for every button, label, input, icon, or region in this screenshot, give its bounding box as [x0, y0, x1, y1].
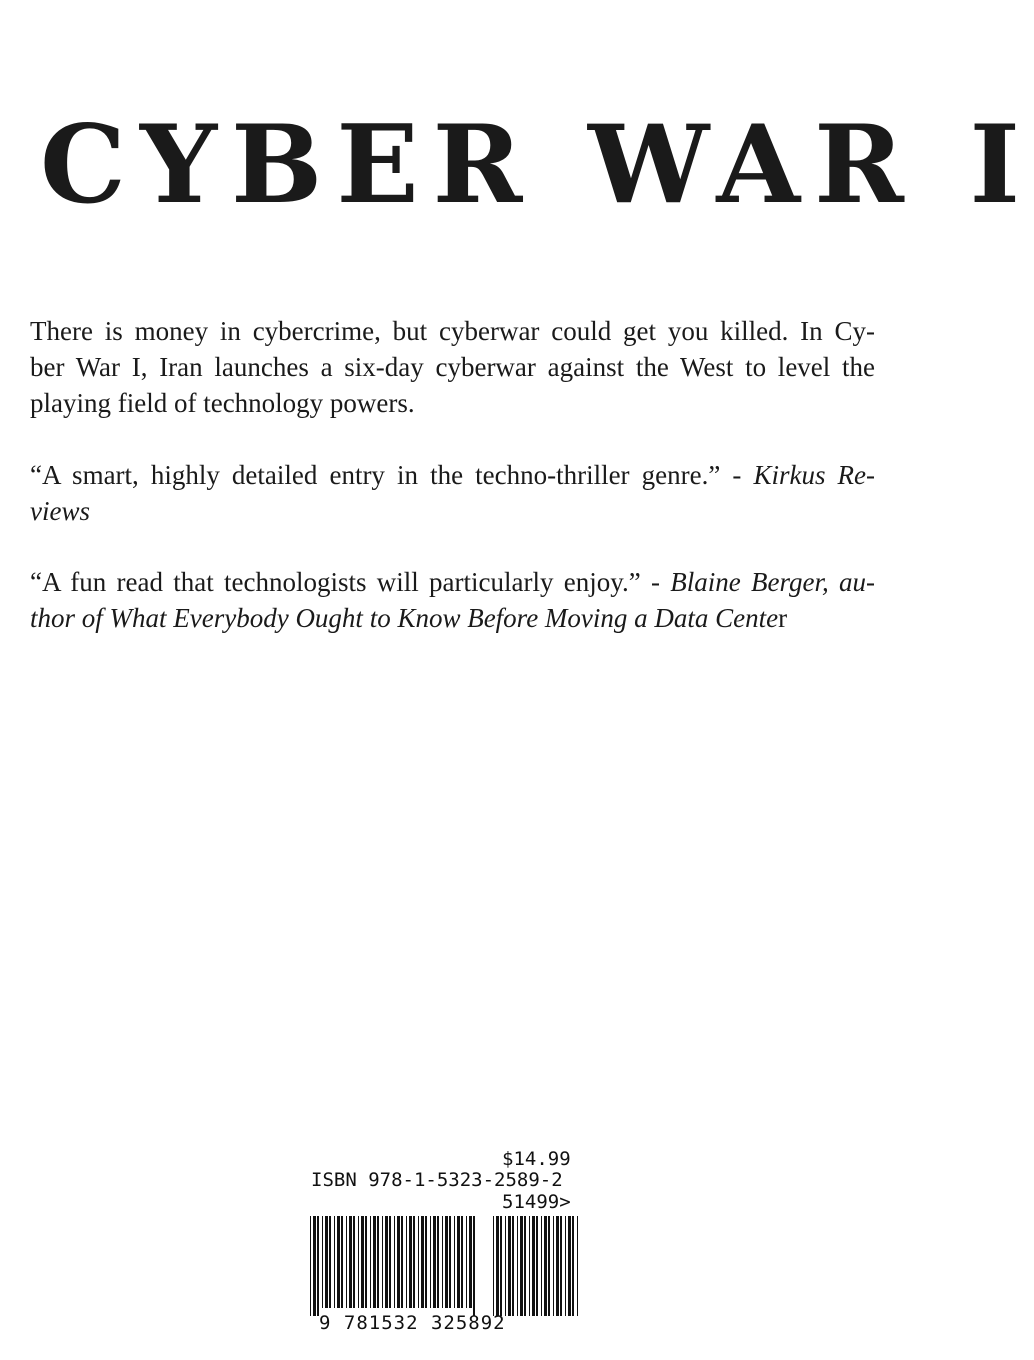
- barcode-bar: [524, 1216, 526, 1316]
- barcode-bar: [496, 1216, 499, 1316]
- barcode-bar: [418, 1216, 419, 1308]
- blurb-line: There is money in cybercrime, but cyberwar could get you killed. In Cy-: [30, 316, 875, 346]
- barcode-bar: [401, 1216, 403, 1308]
- addon-code: 51499>: [502, 1191, 571, 1213]
- barcode-bar: [512, 1216, 514, 1316]
- barcode-bar: [577, 1216, 578, 1316]
- barcode-bar: [317, 1216, 319, 1316]
- barcode-digits: 9 781532 325892: [319, 1312, 506, 1334]
- barcode-bar: [341, 1216, 343, 1308]
- barcode-bar: [346, 1216, 347, 1308]
- barcode-bar: [382, 1216, 383, 1308]
- barcode-bar: [433, 1216, 436, 1308]
- barcode-bar: [508, 1216, 511, 1316]
- barcode-bar: [409, 1216, 412, 1308]
- barcode-bar: [556, 1216, 559, 1316]
- barcode-bar: [406, 1216, 407, 1308]
- barcode-bar: [532, 1216, 535, 1316]
- barcode-bar: [349, 1216, 352, 1308]
- barcode-bar: [541, 1216, 542, 1316]
- review-text: “A smart, highly detailed entry in the techno-thriller genre.” -: [30, 460, 754, 490]
- barcode-bar: [394, 1216, 395, 1308]
- barcode-bar: [313, 1216, 316, 1316]
- review-trailing: r: [778, 603, 788, 633]
- barcode-bar: [373, 1216, 376, 1308]
- blurb-line: playing field of technology powers.: [30, 388, 415, 418]
- review-quote-berger: [30, 564, 875, 636]
- barcode-bar: [437, 1216, 439, 1308]
- barcode-bar: [430, 1216, 431, 1308]
- barcode-bar: [469, 1216, 472, 1308]
- review-source: Kirkus Re-: [753, 460, 875, 490]
- barcode: [310, 1216, 580, 1316]
- barcode-bar: [454, 1216, 455, 1308]
- barcode-bar: [560, 1216, 562, 1316]
- barcode-bar: [461, 1216, 463, 1308]
- barcode-bar: [385, 1216, 388, 1308]
- barcode-bar: [568, 1216, 571, 1316]
- barcode-bar: [553, 1216, 554, 1316]
- barcode-bar: [449, 1216, 451, 1308]
- barcode-bar: [520, 1216, 523, 1316]
- barcode-bar: [548, 1216, 550, 1316]
- barcode-bar: [329, 1216, 331, 1308]
- blurb-line: ber War I, Iran launches a six-day cyberwar against the West to level the: [30, 352, 875, 382]
- price-label: $14.99: [502, 1148, 571, 1170]
- barcode-bar: [370, 1216, 371, 1308]
- barcode-bar: [445, 1216, 448, 1308]
- review-line: [30, 564, 875, 600]
- review-line: [30, 493, 875, 529]
- book-blurb: [30, 313, 875, 421]
- barcode-bar: [493, 1216, 494, 1316]
- barcode-bar: [361, 1216, 364, 1308]
- barcode-bar: [473, 1216, 475, 1316]
- barcode-bar: [544, 1216, 547, 1316]
- barcode-bar: [536, 1216, 538, 1316]
- barcode-bar: [325, 1216, 328, 1308]
- barcode-bar: [421, 1216, 424, 1308]
- barcode-bar: [413, 1216, 415, 1308]
- barcode-bar: [377, 1216, 379, 1308]
- barcode-bar: [517, 1216, 518, 1316]
- review-quote-kirkus: [30, 457, 875, 529]
- barcode-bar: [425, 1216, 427, 1308]
- barcode-bar: [310, 1216, 311, 1316]
- review-text: “A fun read that technologists will particularly enjoy.” -: [30, 567, 671, 597]
- barcode-bar: [572, 1216, 574, 1316]
- barcode-bar: [365, 1216, 367, 1308]
- barcode-bar: [466, 1216, 467, 1308]
- barcode-bar: [565, 1216, 566, 1316]
- barcode-bar: [334, 1216, 335, 1308]
- review-line: [30, 600, 875, 636]
- review-line: [30, 457, 875, 493]
- barcode-bar: [529, 1216, 530, 1316]
- review-author: thor of What Everybody Ought to Know Before Moving a Data Cente: [30, 603, 779, 633]
- barcode-bar: [389, 1216, 391, 1308]
- review-source: views: [30, 496, 90, 526]
- barcode-bar: [358, 1216, 359, 1308]
- barcode-bar: [500, 1216, 502, 1316]
- barcode-bar: [353, 1216, 355, 1308]
- barcode-bar: [322, 1216, 323, 1308]
- barcode-bar: [442, 1216, 443, 1308]
- barcode-bar: [337, 1216, 340, 1308]
- review-author: Blaine Berger, au-: [670, 567, 875, 597]
- barcode-bar: [505, 1216, 506, 1316]
- isbn-label: ISBN 978-1-5323-2589-2: [311, 1169, 563, 1191]
- barcode-bar: [457, 1216, 460, 1308]
- book-title: CYBER WAR I: [40, 102, 1034, 228]
- barcode-bar: [397, 1216, 400, 1308]
